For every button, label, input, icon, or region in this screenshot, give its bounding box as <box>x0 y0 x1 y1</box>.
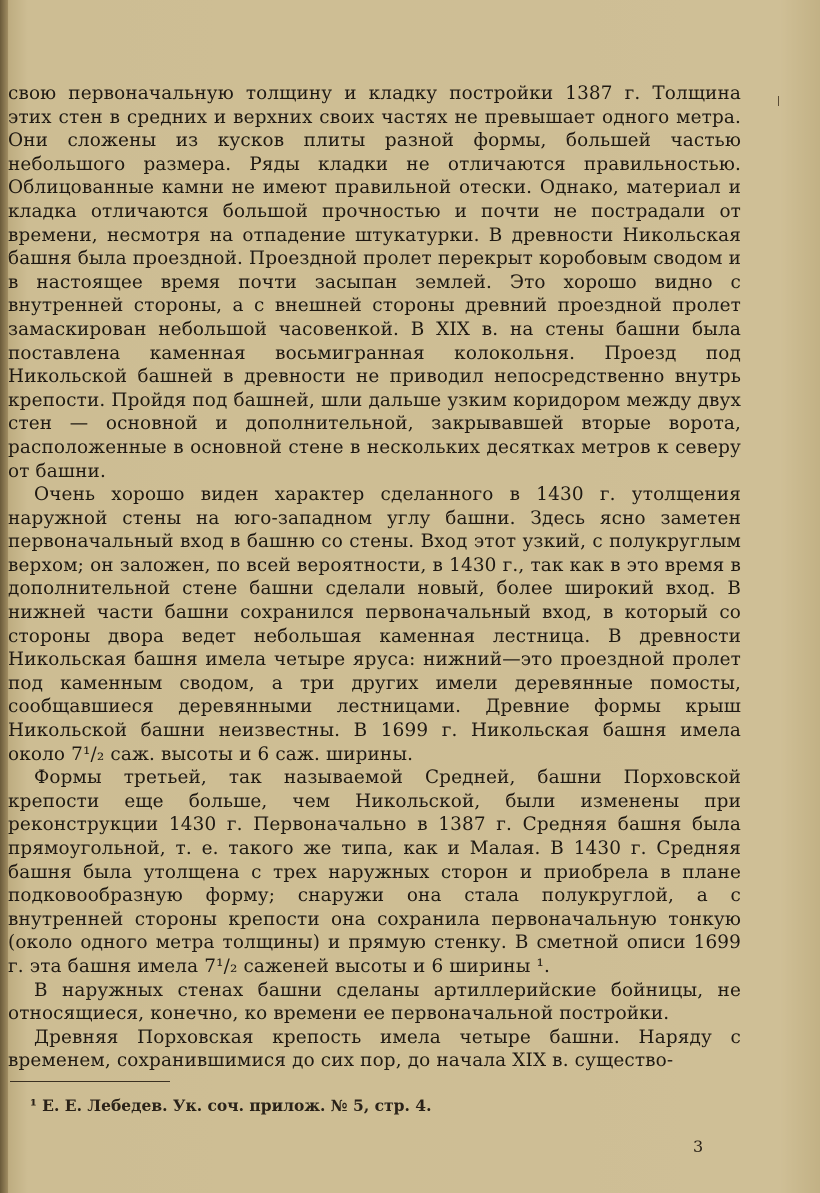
book-spine-edge <box>0 0 8 1193</box>
paragraph-5: Древняя Порховская крепость имела четыре башни. Наряду с временем, сохранившимися до сих пор, до начала XIX в. существо- <box>8 1026 741 1072</box>
body-text <box>8 82 741 1073</box>
paragraph-1: свою первоначальную толщину и кладку постройки 1387 г. Толщина этих стен в средних и верхних своих частях не превышает одного метра. Они сложены из кусков плиты разной формы, большей частью небольшого размера. Ряды кладки не отличаются правильностью. Облицованные камни не имеют правильной отески. Однако, материал и кладка отличаются большой прочностью и почти не пострадали от времени, несмотря на отпадение штукатурки. В древности Никольская башня была проездной. Проездной пролет перекрыт коробовым сводом и в настоящее время почти засыпан землей. Это хорошо видно с внутренней стороны, а с внешней стороны древний проездной пролет замаскирован небольшой часовенкой. В XIX в. на стены башни была поставлена каменная восьмигранная колокольня. Проезд под Никольской башней в древности не приводил непосредственно внутрь крепости. Пройдя под башней, шли дальше узким коридором между двух стен — основной и дополнительной, закрывавшей вторые ворота, расположенные в основной стене в нескольких десятках метров к северу от башни. <box>8 83 741 482</box>
paragraph-4: В наружных стенах башни сделаны артиллерийские бойницы, не относящиеся, конечно, ко времени ее первоначальной постройки. <box>8 979 741 1025</box>
footnote: ¹ Е. Е. Лебедев. Ук. соч. прилож. № 5, стр. 4. <box>30 1096 432 1115</box>
page-number: 3 <box>693 1137 704 1156</box>
margin-mark <box>778 96 779 106</box>
paragraph-2: Очень хорошо виден характер сделанного в 1430 г. утолщения наружной стены на юго-западном углу башни. Здесь ясно заметен первоначальный вход в башню со стены. Вход этот узкий, с полукруглым верхом; он заложен, по всей вероятности, в 1430 г., так как в это время в дополнительной стене башни сделали новый, более широкий вход. В нижней части башни сохранился первоначальный вход, в который со стороны двора ведет небольшая каменная лестница. В древности Никольская башня имела четыре яруса: нижний—это проездной пролет под каменным сводом, а три других имели деревянные помосты, сообщавшиеся деревянными лестницами. Древние формы крыш Никольской башни неизвестны. В 1699 г. Никольская башня имела около 7¹/₂ саж. высоты и 6 саж. ширины. <box>8 484 741 765</box>
footnote-divider <box>10 1081 170 1082</box>
paragraph-3: Формы третьей, так называемой Средней, башни Порховской крепости еще больше, чем Никольской, были изменены при реконструкции 1430 г. Первоначально в 1387 г. Средняя башня была прямоугольной, т. е. такого же типа, как и Малая. В 1430 г. Средняя башня была утолщена с трех наружных сторон и приобрела в плане подковообразную форму; снаружи она стала полукруглой, а с внутренней стороны крепости она сохранила первоначальную тонкую (около одного метра толщины) и прямую стенку. В сметной описи 1699 г. эта башня имела 7¹/₂ саженей высоты и 6 ширины ¹. <box>8 767 741 977</box>
